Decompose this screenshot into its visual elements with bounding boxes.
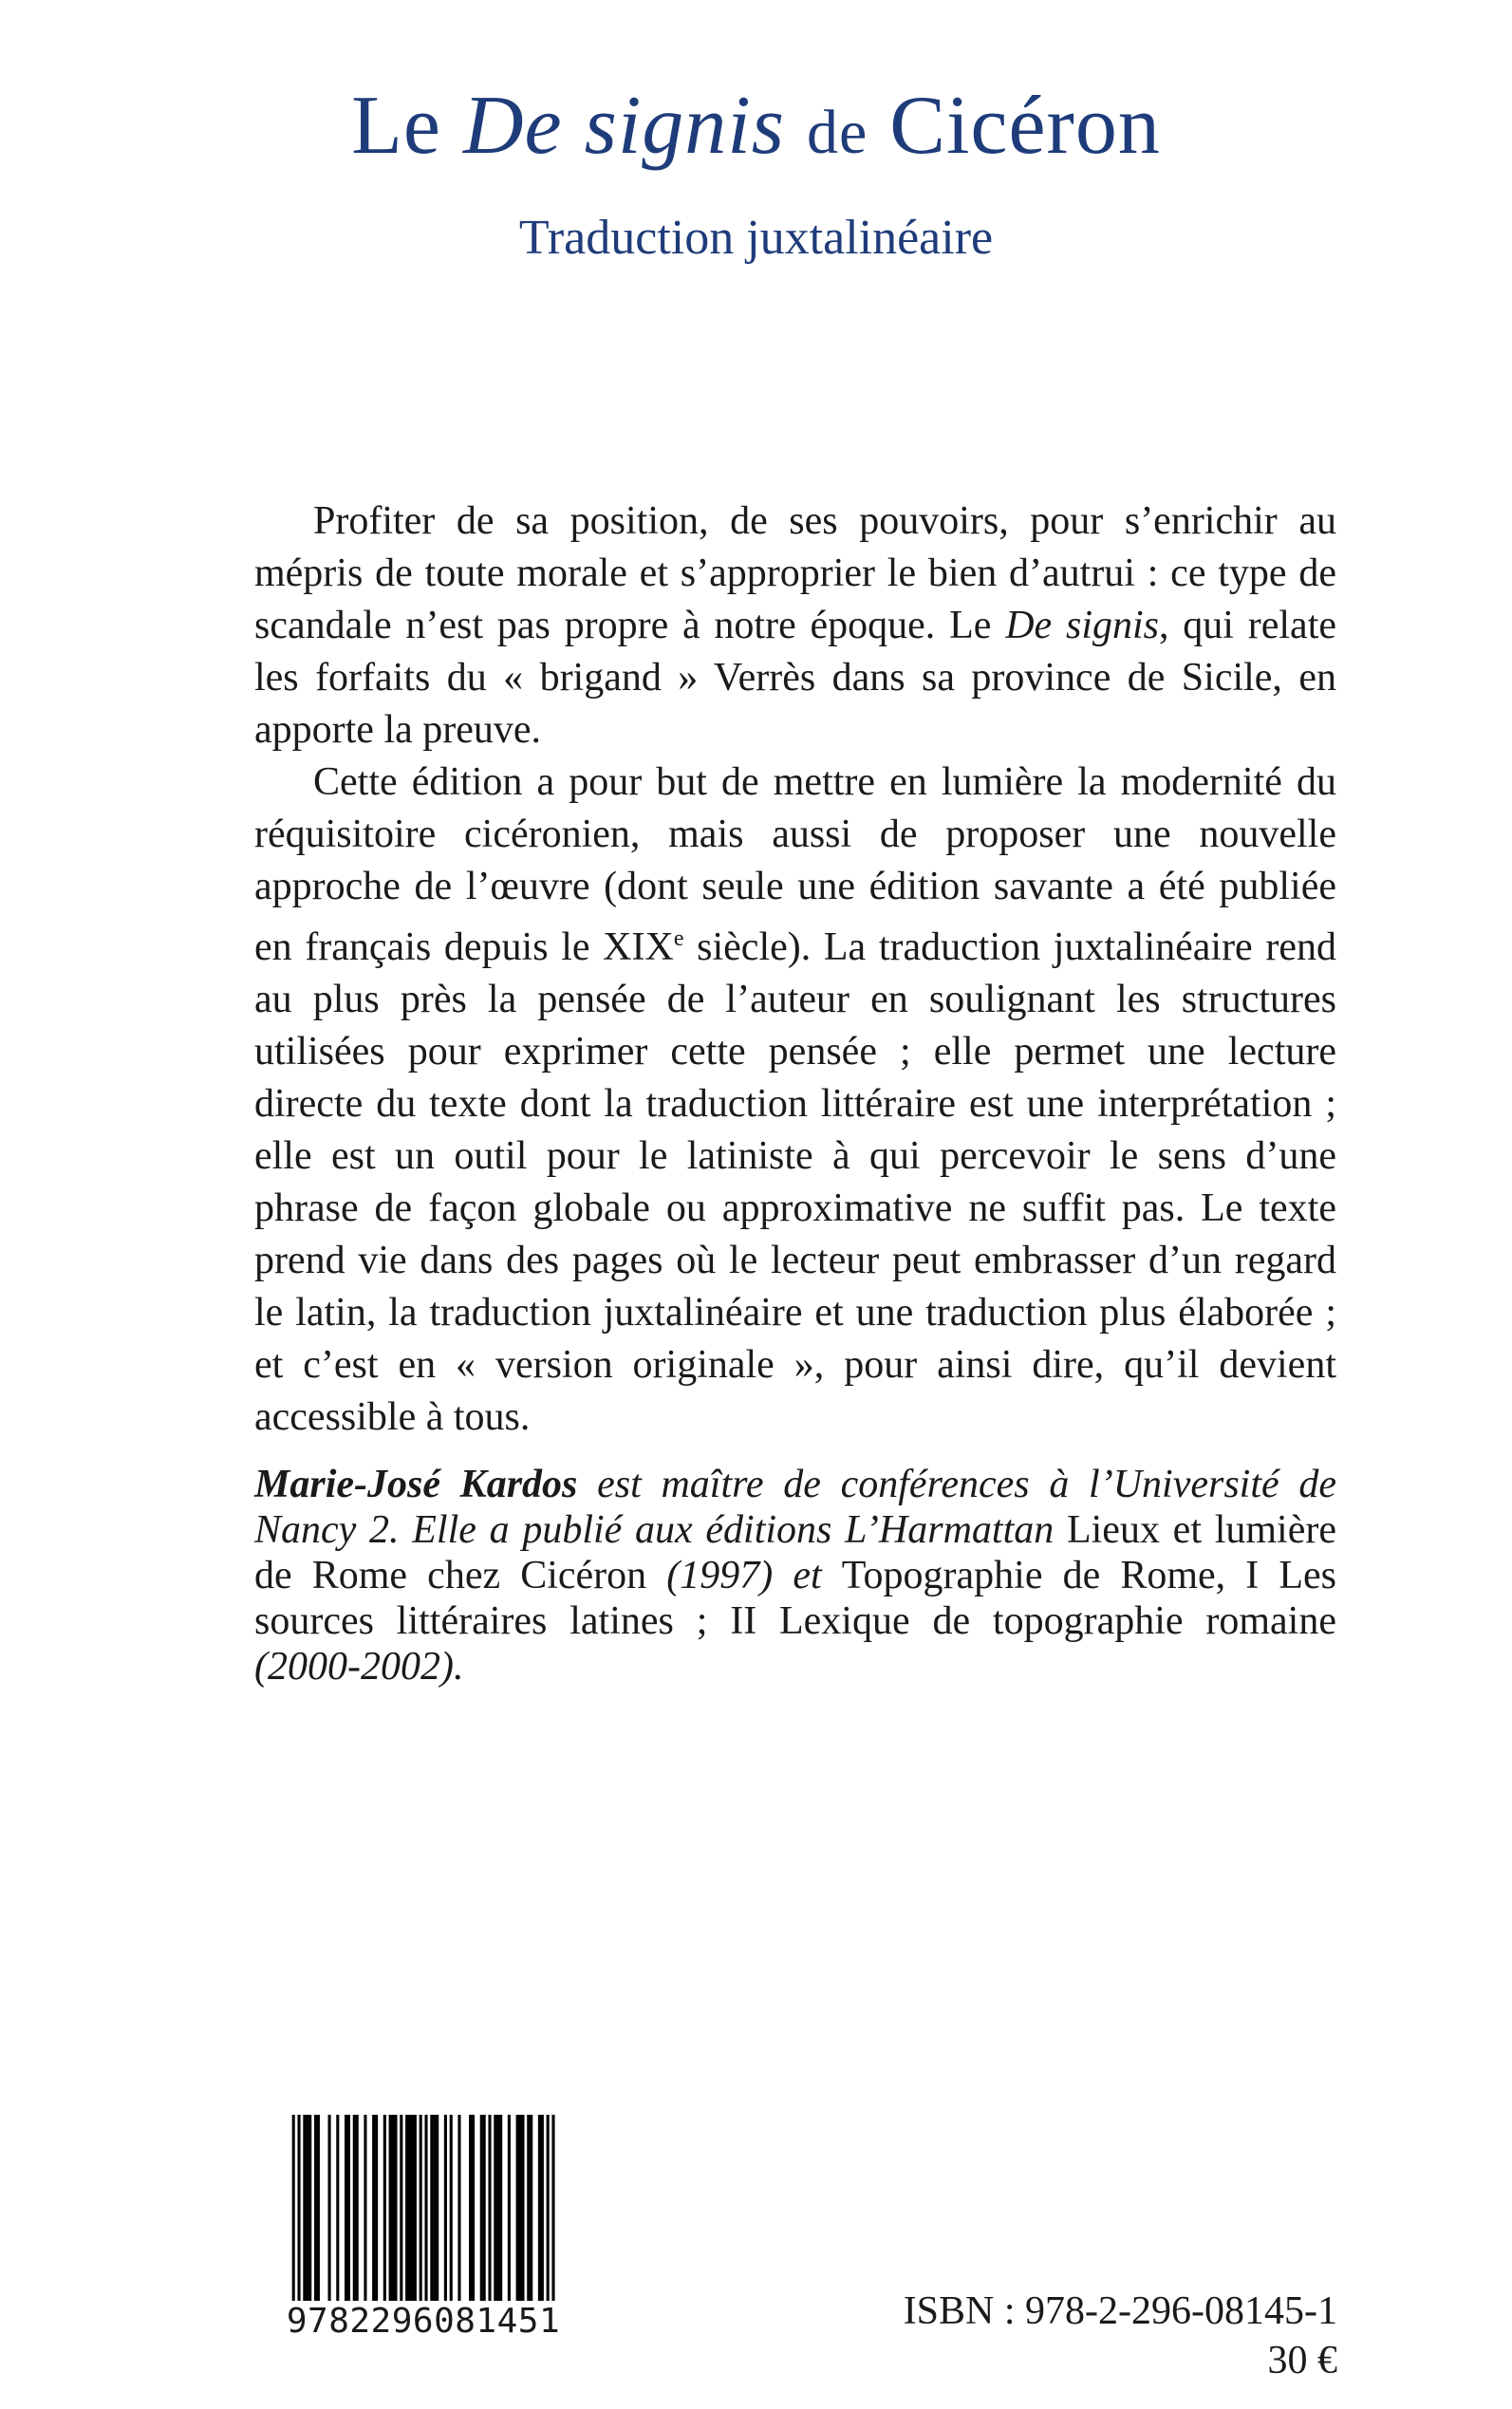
barcode-bar-24 [414,2115,417,2305]
blurb-p2-end: siècle). La traduction juxtalinéaire rend au plus près la pensée de l’auteur en soulignant les structures utilisées pour exprimer cette pensée ; elle permet une lecture directe du texte dont la traduction littéraire est une interprétation ; elle est un outil pour le latiniste à qui percevoir le sens d’une phrase de façon globale ou approximative ne suffit pas. Le texte prend vie dans des pages où le lecteur peut embrasser d’un regard le latin, la traduction juxtalinéaire et une traduction plus élaborée ; et c’est en « version originale », pour ainsi dire, qu’il devient accessible à tous. [254,925,1336,1439]
barcode-bar-4 [308,2115,311,2305]
barcode-bar-15 [375,2115,378,2305]
barcode-bar-32 [457,2115,460,2305]
barcode-bar-42 [516,2115,519,2305]
barcode-bar-16 [383,2115,386,2305]
title-de-signis: De signis [462,80,785,172]
barcode-bar-30 [444,2115,447,2305]
barcode-bar-13 [364,2115,366,2305]
author-book-2: Topographie de Rome, I Les sources littéraires latines ; II Lexique de topographie romaine [254,1554,1336,1643]
author-bio [254,1462,1336,1690]
barcode-bar-9 [345,2115,347,2305]
barcode-bar-27 [430,2115,433,2305]
book-title [0,74,1512,185]
barcode-bar-39 [496,2115,499,2305]
blurb [254,495,1336,1444]
barcode-bar-46 [530,2115,532,2305]
blurb-p1-italic: De signis [1005,604,1159,647]
barcode-bar-8 [336,2115,339,2305]
blurb-p1-end: , qui relate les forfaits du « brigand » Verrès dans sa province de Sicile, en apporte la preuve. [254,604,1337,752]
barcode-bar-0 [292,2115,295,2305]
barcode-bar-10 [347,2115,350,2305]
blurb-p2-superscript: e [673,926,684,951]
title-le: Le [351,80,441,172]
barcode-bar-31 [450,2115,453,2305]
barcode-bar-3 [306,2115,308,2305]
isbn: ISBN : 978-2-296-08145-1 [903,2289,1337,2333]
barcode-bar-49 [547,2115,550,2305]
barcode-bar-7 [328,2115,331,2305]
barcode-digits: 9782296081451 [281,2301,566,2343]
book-subtitle: Traduction juxtalinéaire [518,211,994,265]
blurb-p2-start: Cette édition a pour but de mettre en lumière la modernité du réquisitoire cicéronien, mais aussi de proposer une nouvelle approche de l’œuvre (dont seule une édition savante a été publiée en français depuis le XIX [254,760,1336,969]
barcode-bar-25 [420,2115,422,2305]
barcode-bar-36 [483,2115,486,2305]
barcode-bar-23 [411,2115,414,2305]
barcode-bar-20 [400,2115,402,2305]
author-paragraph [254,1462,1336,1690]
barcode-bar-50 [551,2115,554,2305]
barcode-bar-45 [527,2115,530,2305]
barcode-bar-43 [518,2115,521,2305]
author-bio-part-3: (2000-2002). [254,1645,464,1689]
author-bio-part-1: est maître de conférences à l’Université de Nancy 2. Elle a publié aux éditions L’Harmattan [254,1463,1336,1552]
barcode-bar-19 [394,2115,397,2305]
barcode-bar-44 [521,2115,524,2305]
barcode-bars [281,2115,566,2305]
barcode-bar-12 [356,2115,359,2305]
barcode-bar-33 [469,2115,472,2305]
author-bio-part-2: (1997) et [646,1554,842,1597]
blurb-paragraph-1 [254,495,1336,756]
blurb-p1-start: Profiter de sa position, de ses pouvoirs, pour s’enrichir au mépris de toute morale et s’approprier le bien d’autrui : ce type de scandale n’est pas propre à notre époque. Le [254,499,1336,647]
barcode-bar-47 [538,2115,541,2305]
barcode-bar-6 [317,2115,320,2305]
barcode-bar-5 [314,2115,317,2305]
barcode-bar-1 [297,2115,300,2305]
blurb-paragraph-2 [254,756,1336,1444]
barcode-bar-21 [405,2115,408,2305]
barcode-bar-29 [436,2115,439,2305]
barcode-bar-48 [541,2115,544,2305]
barcode-bar-14 [372,2115,375,2305]
barcode-bar-18 [392,2115,395,2305]
barcode-bar-26 [424,2115,427,2305]
barcode-bar-11 [353,2115,356,2305]
barcode-bar-28 [433,2115,436,2305]
author-book-1: Lieux et lumière de Rome chez Cicéron [254,1508,1336,1597]
barcode [281,2115,566,2341]
barcode-bar-34 [472,2115,475,2305]
barcode-bar-17 [389,2115,392,2305]
barcode-bar-37 [488,2115,491,2305]
author-name: Marie-José Kardos [254,1463,578,1506]
barcode-bar-38 [494,2115,496,2305]
price: 30 € [1267,2339,1337,2382]
barcode-bar-2 [303,2115,306,2305]
title-ciceron: Cicéron [889,80,1161,172]
barcode-bar-35 [480,2115,483,2305]
title-de: de [806,98,868,167]
barcode-bar-40 [499,2115,502,2305]
barcode-bar-22 [408,2115,411,2305]
barcode-bar-41 [508,2115,511,2305]
